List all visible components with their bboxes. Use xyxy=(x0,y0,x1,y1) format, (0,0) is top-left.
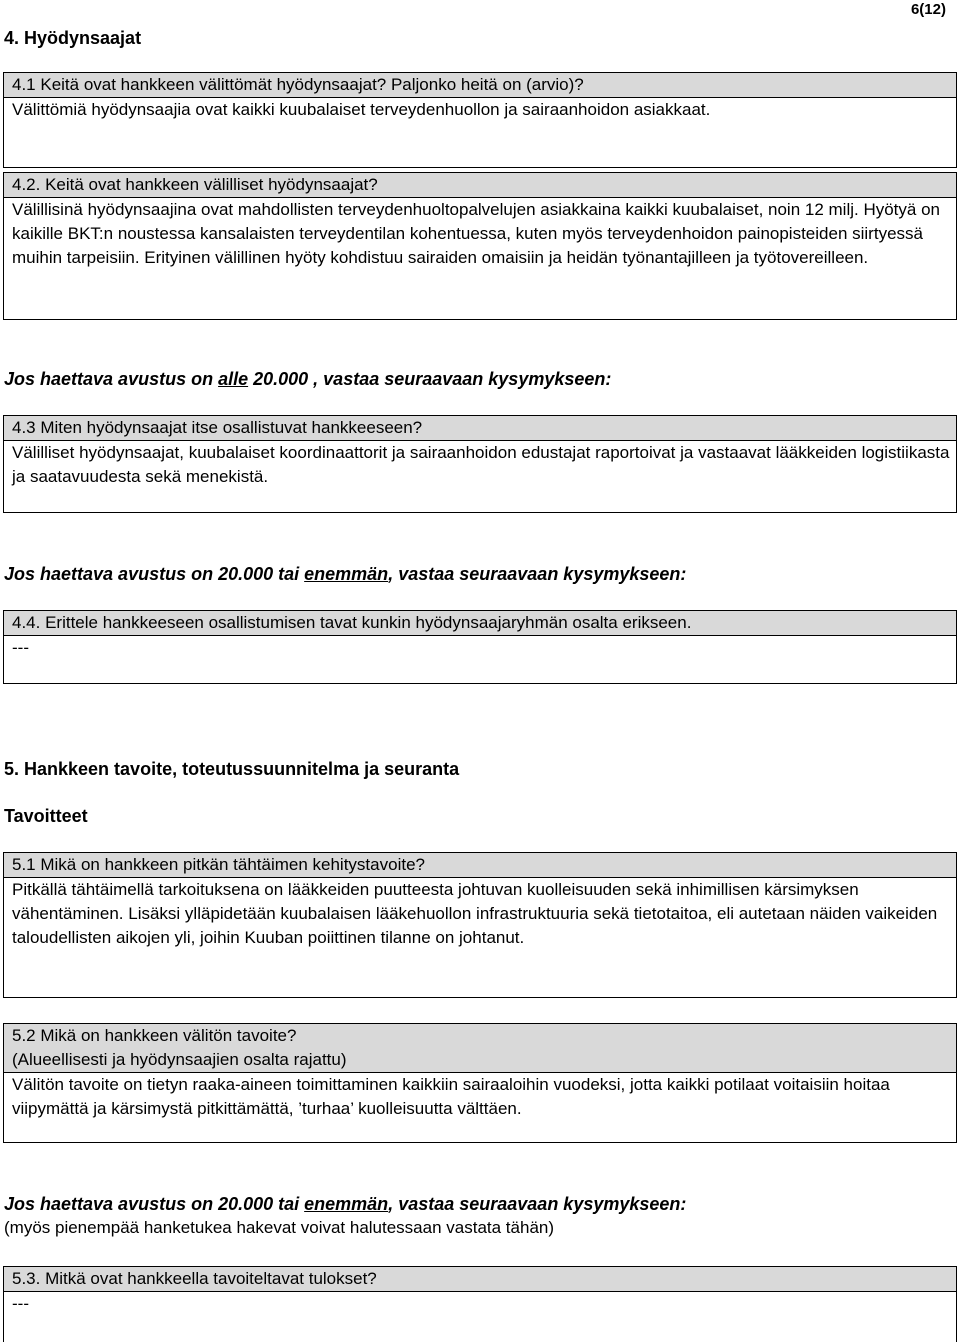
question-box-5-2 xyxy=(3,1023,957,1143)
answer-5-1: Pitkällä tähtäimellä tarkoituksena on lääkkeiden puutteesta johtuvan kuolleisuuden sekä inhimillisen kärsimyksen vähentäminen. Lisäksi ylläpidetään kuubalaisen lääkehuollon infrastruktuuria sekä tietotaitoa, eli autetaan näiden vaikeiden taloudellisten aikojen yli, joihin Kuuban poiittinen tilanne on johtanut. xyxy=(12,880,938,947)
question-5-2: 5.2 Mikä on hankkeen välitön tavoite? xyxy=(4,1024,956,1048)
goals-subheading: Tavoitteet xyxy=(4,806,88,826)
question-4-2: 4.2. Keitä ovat hankkeen välilliset hyödynsaajat? xyxy=(4,173,956,198)
question-5-2-note: (Alueellisesti ja hyödynsaajien osalta rajattu) xyxy=(4,1048,956,1073)
condition-20000-or-more-2: Jos haettava avustus on 20.000 tai enemmän, vastaa seuraavaan kysymykseen: xyxy=(4,1194,687,1214)
question-5-1: 5.1 Mikä on hankkeen pitkän tähtäimen kehitystavoite? xyxy=(4,853,956,878)
answer-5-3: --- xyxy=(12,1294,29,1313)
condition-note: (myös pienempää hanketukea hakevat voivat halutessaan vastata tähän) xyxy=(4,1218,555,1237)
question-4-3: 4.3 Miten hyödynsaajat itse osallistuvat hankkeeseen? xyxy=(4,416,956,441)
question-5-3: 5.3. Mitkä ovat hankkeella tavoiteltavat tulokset? xyxy=(4,1267,956,1292)
answer-4-4: --- xyxy=(12,638,29,657)
condition-20000-or-more: Jos haettava avustus on 20.000 tai enemmän, vastaa seuraavaan kysymykseen: xyxy=(4,564,687,584)
answer-4-2: Välillisinä hyödynsaajina ovat mahdollisten terveydenhuoltopalvelujen asiakkaina kaikki kuubalaiset, noin 12 milj. Hyötyä on kaikille BKT:n noustessa kansalaisten terveydentilan kohentuessa, kuten myös terveydenhoidon painopisteiden siirtyessä muihin tarpeisiin. Erityinen välillinen hyöty kohdistuu sairaiden omaisiin ja heidän työnantajilleen ja työtovereilleen. xyxy=(12,200,940,267)
section-4-heading: 4. Hyödynsaajat xyxy=(4,28,142,48)
question-4-4: 4.4. Erittele hankkeeseen osallistumisen tavat kunkin hyödynsaajaryhmän osalta erikseen. xyxy=(4,611,956,636)
question-box-4-3 xyxy=(3,415,957,513)
question-box-4-2 xyxy=(3,172,957,320)
page-number: 6(12) xyxy=(910,1,946,18)
question-box-4-1 xyxy=(3,72,957,168)
answer-4-1: Välittömiä hyödynsaajia ovat kaikki kuubalaiset terveydenhuollon ja sairaanhoidon asiakkaat. xyxy=(12,100,711,119)
answer-5-2: Välitön tavoite on tietyn raaka-aineen toimittaminen kaikkiin sairaaloihin vuodeksi, jotta kaikki potilaat voitaisiin hoitaa viipymättä ja kärsimystä pitkittämättä, ’turhaa’ kuolleisuutta välttäen. xyxy=(12,1075,890,1118)
question-box-4-4 xyxy=(3,610,957,684)
question-box-5-3 xyxy=(3,1266,957,1342)
condition-under-20000: Jos haettava avustus on alle 20.000 , vastaa seuraavaan kysymykseen: xyxy=(4,369,612,389)
question-box-5-1 xyxy=(3,852,957,998)
question-4-1: 4.1 Keitä ovat hankkeen välittömät hyödynsaajat? Paljonko heitä on (arvio)? xyxy=(4,73,956,98)
answer-4-3: Välilliset hyödynsaajat, kuubalaiset koordinaattorit ja sairaanhoidon edustajat raportoivat ja vastaavat lääkkeiden logistiikasta ja saatavuudesta sekä menekistä. xyxy=(12,443,950,486)
section-5-heading: 5. Hankkeen tavoite, toteutussuunnitelma ja seuranta xyxy=(4,759,460,779)
